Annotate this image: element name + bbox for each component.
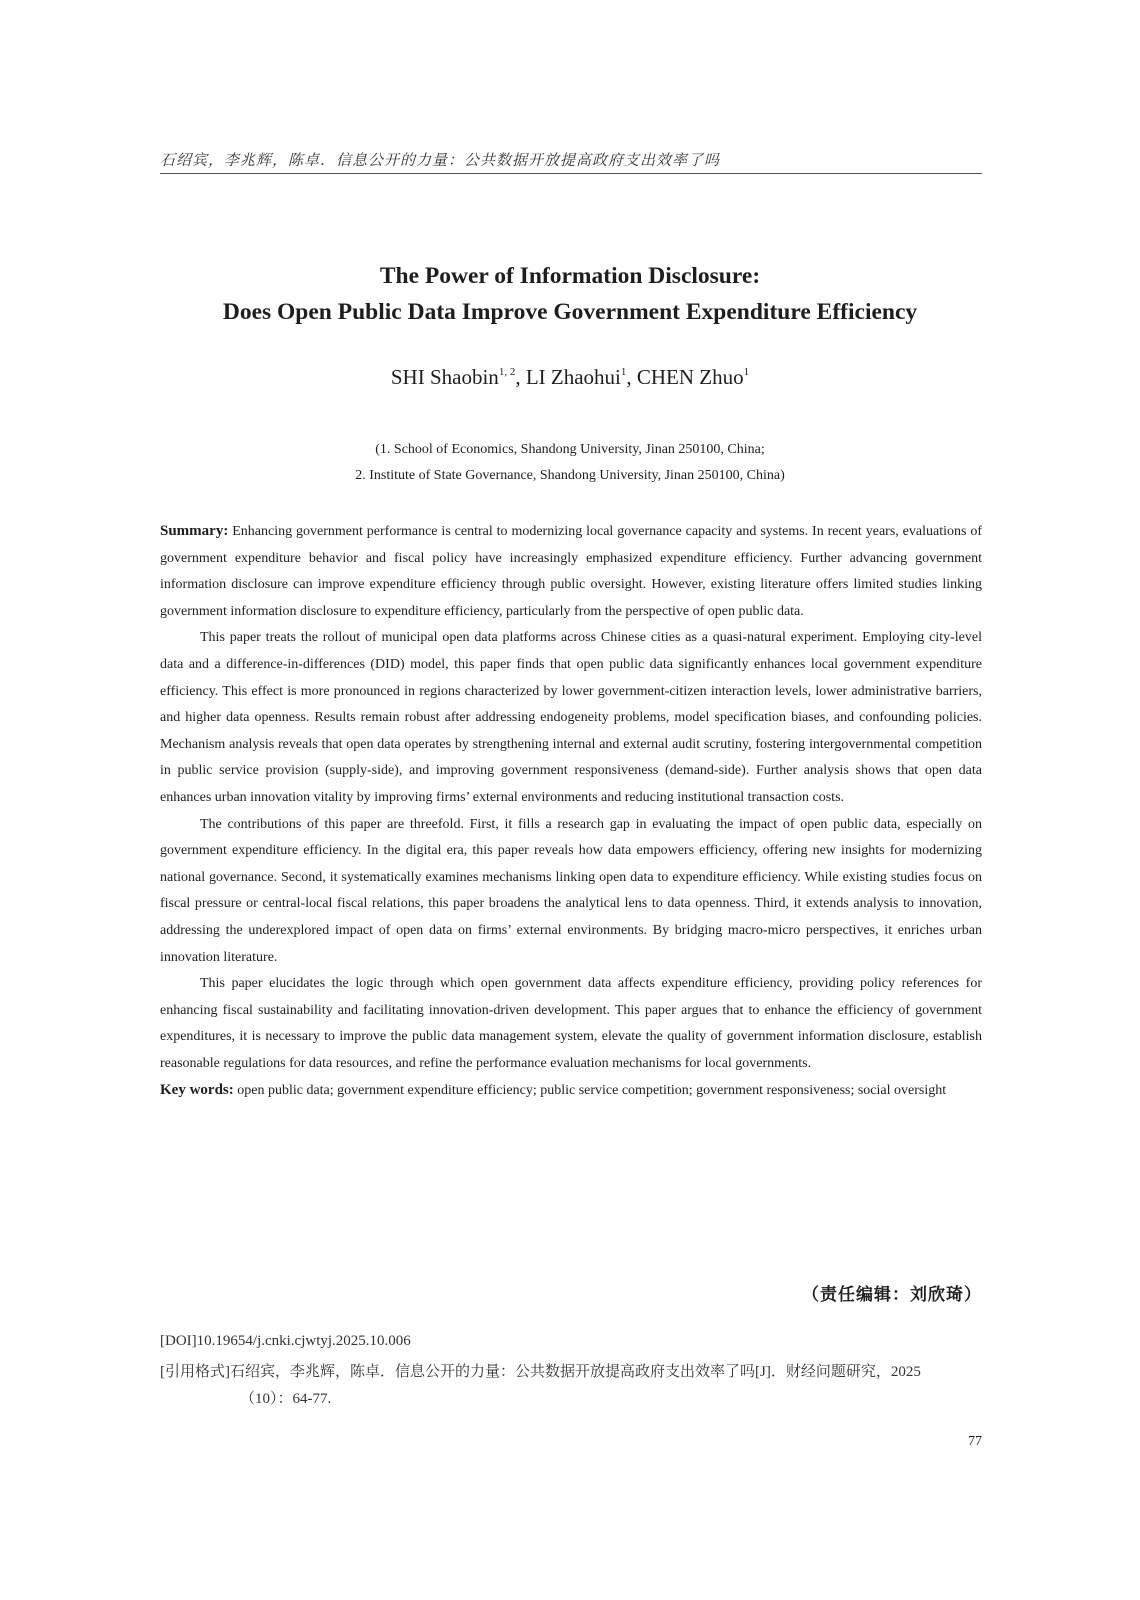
keywords-label: Key words: [160, 1082, 234, 1099]
keywords [160, 1077, 982, 1105]
doi: [DOI]10.19654/j.cnki.cjwtyj.2025.10.006 [160, 1333, 411, 1349]
affiliations [100, 437, 1040, 489]
author-separator: , [515, 365, 526, 389]
responsible-editor: （责任编辑：刘欣琦） [802, 1285, 982, 1305]
summary-paragraph-1 [160, 518, 982, 625]
author-affiliation-mark: 1 [620, 366, 627, 378]
author-name: SHI Shaobin [390, 365, 499, 389]
summary-paragraph-2: This paper treats the rollout of municipal open data platforms across Chinese cities as a quasi-natural experiment. Employing city-level data and a difference-in-differences (DID) model, this paper finds that open public data significantly enhances local government expenditure efficiency. This effect is more pronounced in regions characterized by lower government-citizen interaction levels, lower administrative barriers, and higher data openness. Results remain robust after addressing endogeneity problems, model specification biases, and confounding policies. Mechanism analysis reveals that open data operates by strengthening internal and external audit scrutiny, fostering intergovernmental competition in public service provision (supply-side), and improving government responsiveness (demand-side). Further analysis shows that open data enhances urban innovation vitality by improving firms’ external environments and reducing institutional transaction costs. [160, 630, 982, 805]
affiliation-line-1: (1. School of Economics, Shandong University, Jinan 250100, China; [375, 442, 765, 457]
summary-text-1: Enhancing government performance is central to modernizing local governance capacity and systems. In recent years, evaluations of government expenditure behavior and fiscal policy have increasingly emphasized expenditure efficiency. Further advancing government information disclosure can improve expenditure efficiency through public oversight. However, existing literature offers limited studies linking government information disclosure to expenditure efficiency, particularly from the perspective of open public data. [160, 524, 982, 619]
author-affiliation-mark: 1 [743, 366, 750, 378]
summary-label: Summary: [160, 523, 229, 539]
citation-line-1: [引用格式]石绍宾，李兆辉，陈卓．信息公开的力量：公共数据开放提高政府支出效率了吗[J]．财经问题研究，2025 [160, 1364, 921, 1380]
author-name: LI Zhaohui [525, 365, 621, 389]
keywords-text: open public data; government expenditure efficiency; public service competition; government responsiveness; social oversight [237, 1083, 947, 1099]
citation-format [160, 1359, 982, 1413]
citation-line-2: （10）：64-77. [240, 1391, 332, 1407]
header-rule [160, 173, 982, 174]
page-number: 77 [968, 1434, 982, 1449]
title-line-1: The Power of Information Disclosure: [379, 263, 761, 289]
paper-title [100, 258, 1040, 330]
author-name: CHEN Zhuo [636, 365, 744, 389]
summary-section [160, 518, 982, 1105]
summary-paragraph-3: The contributions of this paper are threefold. First, it fills a research gap in evaluating the impact of open public data, especially on government expenditure efficiency. In the digital era, this paper reveals how data empowers efficiency, offering new insights for modernizing national governance. Second, it systematically examines mechanisms linking open data to expenditure efficiency. While existing studies focus on fiscal pressure or central-local fiscal relations, this paper broadens the analytical lens to data openness. Third, it extends analysis to innovation, addressing the underexplored impact of open data on firms’ external environments. By bridging macro-micro perspectives, it enriches urban innovation literature. [160, 816, 982, 965]
author-affiliation-mark: 1, 2 [498, 366, 516, 378]
summary-paragraph-4: This paper elucidates the logic through which open government data affects expenditure efficiency, providing policy references for enhancing fiscal sustainability and facilitating innovation-driven development. This paper argues that to enhance the efficiency of government expenditures, it is necessary to improve the public data management system, elevate the quality of government information disclosure, establish reasonable regulations for data resources, and refine the performance evaluation mechanisms for local governments. [160, 976, 982, 1071]
author-separator: , [626, 365, 637, 389]
author-list [100, 365, 1040, 390]
title-line-2: Does Open Public Data Improve Government Expenditure Efficiency [222, 299, 918, 325]
running-head: 石绍宾，李兆辉，陈卓．信息公开的力量：公共数据开放提高政府支出效率了吗 [160, 151, 721, 169]
affiliation-line-2: 2. Institute of State Governance, Shandong University, Jinan 250100, China) [355, 468, 785, 483]
